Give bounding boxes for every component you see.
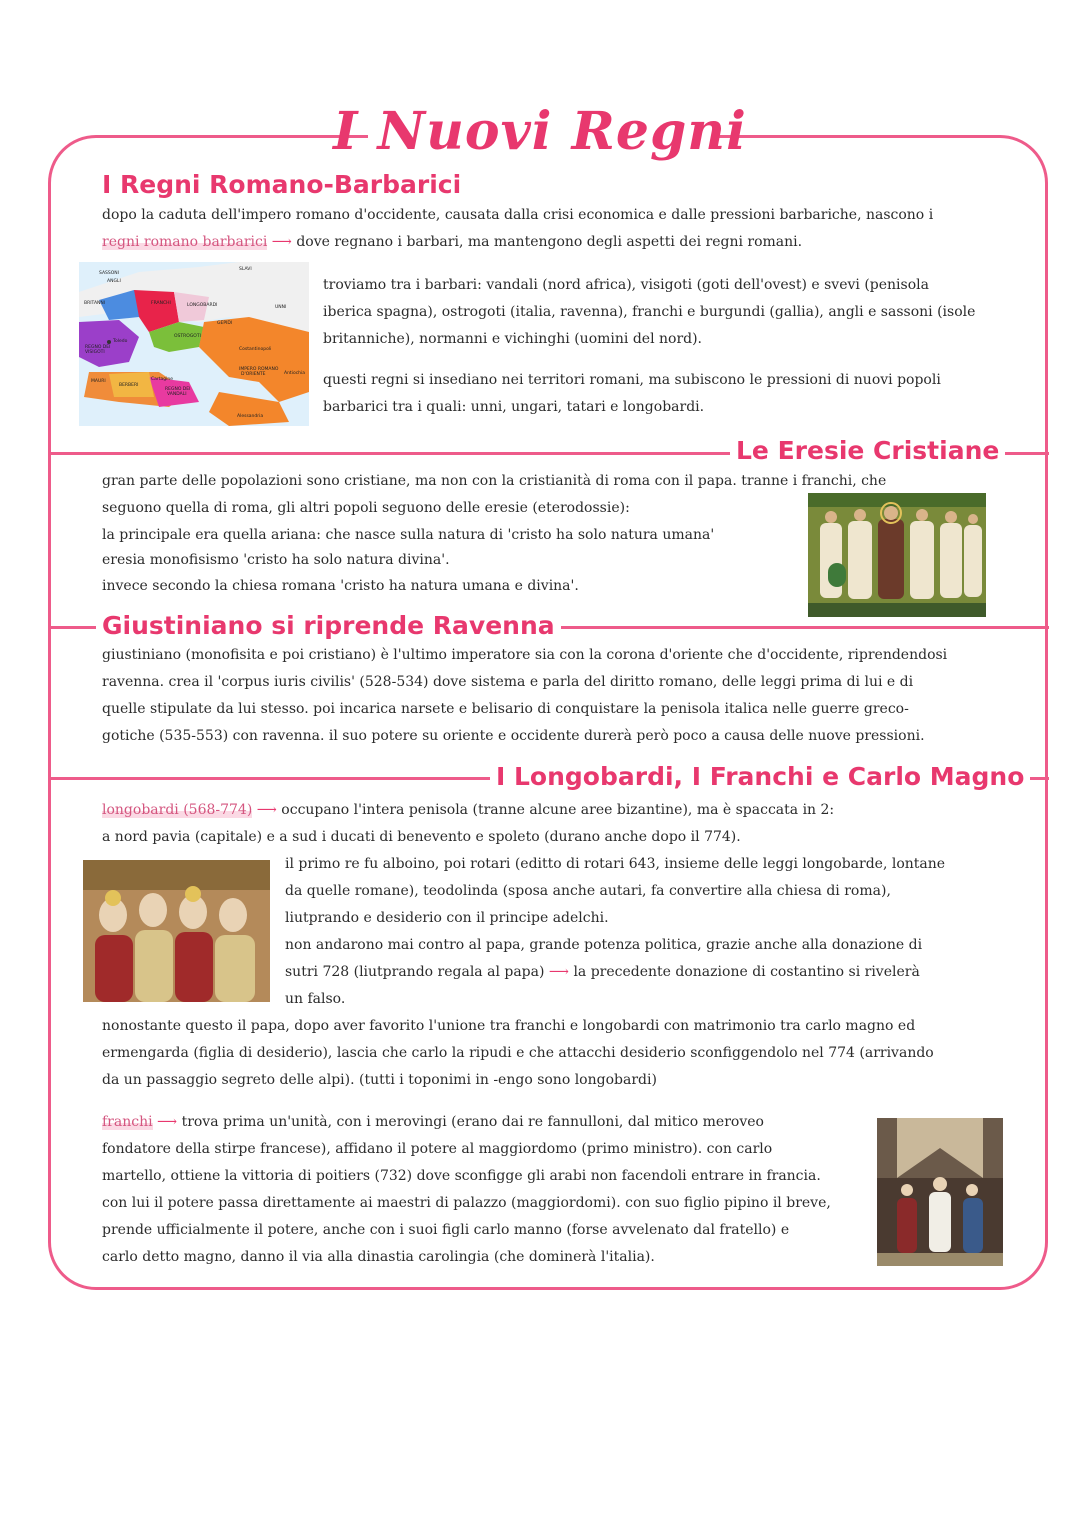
mosaic-drawing	[808, 493, 986, 617]
svg-text:Costantinopoli: Costantinopoli	[239, 347, 272, 352]
s1-paragraph-2: troviamo tra i barbari: vandali (nord africa), visigoti (goti dell'ovest) e svevi (penisola iberica spagna), ostrogoti (italia, ravenna), franchi e burgundi (gallia), angli e sassoni (isole britanniche), normanni e vichinghi (uomini del nord).	[323, 277, 976, 347]
page-title: I Nuovi Regni	[333, 101, 747, 162]
svg-text:LONGOBARDI: LONGOBARDI	[187, 303, 218, 308]
svg-text:FRANCHI: FRANCHI	[151, 301, 171, 306]
svg-text:SLAVI: SLAVI	[239, 267, 252, 272]
s4-line-7a: sutri 728 (liutprando regala al papa)	[285, 964, 545, 980]
svg-text:OSTROGOTI: OSTROGOTI	[174, 334, 201, 339]
arrow-icon: ⟶	[157, 1114, 178, 1130]
arrow-icon: ⟶	[271, 234, 292, 250]
svg-text:D'ORIENTE: D'ORIENTE	[241, 372, 266, 377]
hl-regni-romano-barbarici: regni romano barbarici	[102, 234, 268, 250]
s4-line-6: non andarono mai contro al papa, grande potenza politica, grazie anche alla donazione di	[285, 937, 923, 953]
arrow-icon: ⟶	[256, 802, 277, 818]
europe-map-image	[79, 262, 309, 426]
s4-line-11: da un passaggio segreto delle alpi). (tutti i toponimi in -engo sono longobardi)	[102, 1072, 657, 1088]
s4-line-8: un falso.	[285, 991, 346, 1007]
svg-text:Cartagine: Cartagine	[151, 377, 173, 382]
s1-paragraph-1: dopo la caduta dell'impero romano d'occidente, causata dalla crisi economica e dalle pressioni barbariche, nascono i	[102, 207, 934, 223]
s2-line-5: invece secondo la chiesa romana 'cristo ha natura umana e divina'.	[102, 578, 579, 594]
s4-franchi-line-4: con lui il potere passa direttamente ai maestri di palazzo (maggiordomi). con suo figlio pipino il breve,	[102, 1195, 831, 1211]
coronation-painting-image	[877, 1118, 1003, 1266]
map-drawing	[79, 262, 309, 426]
section-heading-eresie: Le Eresie Cristiane	[730, 436, 1005, 466]
s2-line-4: eresia monofisismo 'cristo ha solo natura divina'.	[102, 552, 450, 568]
s4-line-10: ermengarda (figlia di desiderio), lascia che carlo la ripudi e che attacchi desiderio sconfiggendolo nel 774 (arrivando	[102, 1045, 934, 1061]
hl-franchi: franchi	[102, 1114, 153, 1130]
s4-line-1	[102, 797, 982, 824]
s4-line-1-rest: occupano l'intera penisola (tranne alcune aree bizantine), ma è spaccata in 2:	[281, 802, 835, 818]
hl-longobardi: longobardi (568-774)	[102, 802, 253, 818]
s4-franchi-line-1	[102, 1109, 867, 1136]
svg-text:Antiochia: Antiochia	[284, 371, 306, 376]
s1-paragraph-3: questi regni si insediano nei territori romani, ma subiscono le pressioni di nuovi popoli barbarici tra i quali: unni, ungari, tatari e longobardi.	[323, 372, 941, 415]
svg-text:SASSONI: SASSONI	[99, 271, 119, 276]
s4-line-4: da quelle romane), teodolinda (sposa anche autari, fa convertire alla chiesa di roma),	[285, 883, 891, 899]
s3-line-2: ravenna. crea il 'corpus iuris civilis' (528-534) dove sistema e parla del diritto romano, delle leggi prima di lui e di	[102, 674, 914, 690]
svg-text:VANDALI: VANDALI	[167, 392, 187, 397]
section-heading-regni: I Regni Romano-Barbarici	[96, 170, 467, 200]
s4-franchi-line-5: prende ufficialmente il potere, anche con i suoi figli carlo manno (forse avvelenato dal fratello) e	[102, 1222, 790, 1238]
svg-text:UNNI: UNNI	[275, 305, 287, 310]
svg-text:BRITANNI: BRITANNI	[84, 301, 106, 306]
s3-line-3: quelle stipulate da lui stesso. poi incarica narsete e belisario di conquistare la penisola italica nelle guerre greco-	[102, 701, 909, 717]
svg-text:IMPERO ROMANO: IMPERO ROMANO	[239, 367, 279, 372]
s4-line-7	[285, 959, 980, 986]
s3-line-1: giustiniano (monofisita e poi cristiano) è l'ultimo imperatore sia con la corona d'oriente che d'occidente, riprendendosi	[102, 647, 948, 663]
s4-franchi-line-2: fondatore della stirpe francese), affidano il potere al maggiordomo (primo ministro). con carlo	[102, 1141, 773, 1157]
s1-paragraph-1b-rest: dove regnano i barbari, ma mantengono degli aspetti dei regni romani.	[296, 234, 803, 250]
section-heading-longobardi: I Longobardi, I Franchi e Carlo Magno	[490, 762, 1030, 792]
fresco-drawing	[83, 860, 270, 1002]
svg-text:Alessandria: Alessandria	[237, 414, 264, 419]
mosaic-image	[808, 493, 986, 617]
s4-line-5: liutprando e desiderio con il principe adelchi.	[285, 910, 609, 926]
s2-line-3: la principale era quella ariana: che nasce sulla natura di 'cristo ha solo natura umana'	[102, 527, 715, 543]
svg-text:GEPIDI: GEPIDI	[217, 321, 233, 326]
longobard-fresco-image	[83, 860, 270, 1002]
s4-line-3: il primo re fu alboino, poi rotari (editto di rotari 643, insieme delle leggi longobarde, lontane	[285, 856, 946, 872]
section-heading-giustiniano: Giustiniano si riprende Ravenna	[96, 611, 561, 641]
svg-text:REGNO DEI: REGNO DEI	[165, 387, 191, 392]
s4-line-9: nonostante questo il papa, dopo aver favorito l'unione tra franchi e longobardi con matrimonio tra carlo magno ed	[102, 1018, 916, 1034]
arrow-icon: ⟶	[548, 964, 569, 980]
svg-text:ANGLI: ANGLI	[107, 279, 121, 284]
svg-text:Toledo: Toledo	[113, 339, 128, 344]
s4-franchi-line-3: martello, ottiene la vittoria di poitiers (732) dove sconfigge gli arabi non facendoli entrare in francia.	[102, 1168, 821, 1184]
s4-franchi-line-6: carlo detto magno, danno il via alla dinastia carolingia (che dominerà l'italia).	[102, 1249, 655, 1265]
s4-line-7b: la precedente donazione di costantino si rivelerà	[573, 964, 920, 980]
svg-text:MAURI: MAURI	[91, 379, 106, 384]
s2-line-2: seguono quella di roma, gli altri popoli seguono delle eresie (eterodossie):	[102, 500, 630, 516]
s4-line-2: a nord pavia (capitale) e a sud i ducati di benevento e spoleto (durano anche dopo il 774).	[102, 829, 741, 845]
painting-drawing	[877, 1118, 1003, 1266]
s2-line-1: gran parte delle popolazioni sono cristiane, ma non con la cristianità di roma con il papa. tranne i franchi, che	[102, 473, 887, 489]
svg-text:VISIGOTI: VISIGOTI	[85, 350, 105, 355]
s1-paragraph-1b	[102, 229, 982, 256]
svg-text:BERBERI: BERBERI	[119, 383, 139, 388]
svg-text:REGNO DEI: REGNO DEI	[85, 345, 111, 350]
s4-franchi-line-1-rest: trova prima un'unità, con i merovingi (erano dai re fannulloni, dal mitico meroveo	[181, 1114, 764, 1130]
s3-line-4: gotiche (535-553) con ravenna. il suo potere su oriente e occidente durerà però poco a causa delle nuove pressioni.	[102, 728, 925, 744]
